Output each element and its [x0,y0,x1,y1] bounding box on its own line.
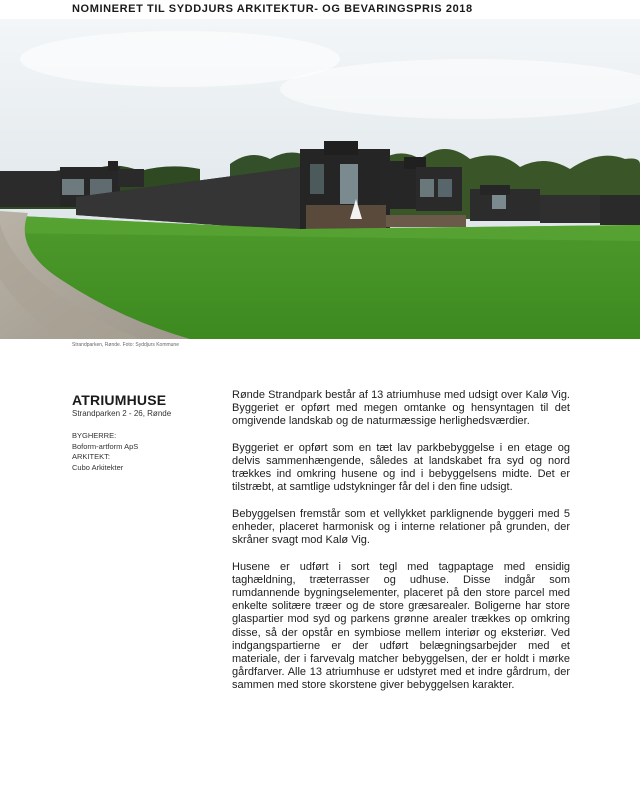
credit-value-developer: Boform-artform ApS [72,441,139,451]
photo-caption: Strandparken, Rønde. Foto: Syddjurs Kommune [72,342,179,348]
credit-label-architect: ARKITEKT: [72,452,110,461]
project-address: Strandparken 2 - 26, Rønde [72,409,172,418]
article-body [232,389,570,706]
project-info [72,392,202,473]
body-paragraph: Husene er udført i sort tegl med tagpaptage med ensidig taghældning, træterrasser og udhuse. Disse indgår som rumdannende bygningselementer, placeret på den store parcel med enkelte solitære træer og de store græsarealer. Boligerne har store glaspartier mod syd og parkens grønne arealer trækkes op omkring disse, så der opstår en symbiose mellem interiør og eksteriør. Ved indgangspartierne er der udført belægningsarbejder med et materiale, der i farvevalg matcher bebyggelsen, der er holdt i mørke gårdfarver. Alle 13 atriumhuse er udstyret med et indre gårdrum, der sammen med store skorstene giver bebyggelsen karakter. [232,560,570,692]
body-paragraph: Bebyggelsen fremstår som et vellykket parklignende byggeri med 5 enheder, placeret harmonisk og i interne relationer på grunden, der skråner svagt mod Kalø Vig. [232,507,570,547]
credit-value-architect: Cubo Arkitekter [72,462,124,472]
body-paragraph: Rønde Strandpark består af 13 atriumhuse med udsigt over Kalø Vig. Byggeriet er opført med megen omtanke og hensyntagen til det omgivende landskab og de naturmæssige herlighedsværdier. [232,389,570,428]
page-header-title: NOMINERET TIL SYDDJURS ARKITEKTUR- OG BEVARINGSPRIS 2018 [72,3,473,15]
body-paragraph: Byggeriet er opført som en tæt lav parkbebyggelse i en etage og delvis sammenhængende, således at landskabet fra syd og nord trækkes ind omkring husene og ind i bebyggelsens midte. Det er tilstræbt, at samtlige udstykninger får del i den fine udsigt. [232,441,570,494]
project-title: ATRIUMHUSE [72,392,167,408]
credit-label-developer: BYGHERRE: [72,431,117,440]
project-credits [72,431,202,473]
project-photo [0,19,640,339]
